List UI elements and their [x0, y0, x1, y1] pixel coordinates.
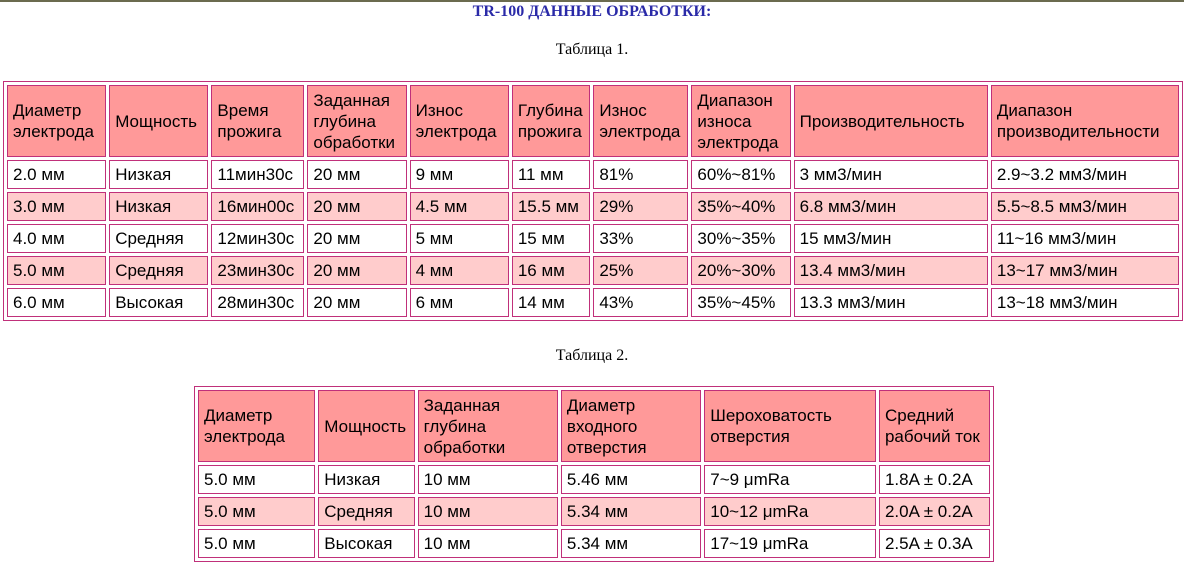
table2-row: [198, 465, 990, 494]
table1-row: [7, 288, 1179, 317]
table2: [194, 386, 994, 562]
table1-cell: 3.0 мм: [7, 192, 106, 221]
table1-cell: 6.0 мм: [7, 288, 106, 317]
table2-cell: 1.8A ± 0.2A: [879, 465, 990, 494]
table1-cell: 33%: [593, 224, 688, 253]
table1-cell: 11 мм: [512, 160, 591, 189]
table2-cell: 5.34 мм: [561, 529, 701, 558]
table1-header-cell: Мощность: [109, 85, 208, 157]
table1-cell: 16мин00с: [211, 192, 304, 221]
table2-cell: Высокая: [318, 529, 414, 558]
table2-cell: 10 мм: [418, 529, 558, 558]
table1-cell: 5 мм: [410, 224, 509, 253]
table1-header-cell: Диапазон производительности: [991, 85, 1179, 157]
table1-row: [7, 224, 1179, 253]
table1-cell: 20 мм: [307, 160, 406, 189]
table1-cell: Низкая: [109, 160, 208, 189]
table1-cell: 13~17 мм3/мин: [991, 256, 1179, 285]
table1-header-cell: Диапазон износа электрода: [691, 85, 790, 157]
table2-cell: 10 мм: [418, 465, 558, 494]
table1-cell: Средняя: [109, 256, 208, 285]
table1-row: [7, 192, 1179, 221]
table2-header-cell: Шероховатость отверстия: [704, 390, 876, 462]
table1-cell: 20 мм: [307, 224, 406, 253]
table2-cell: Средняя: [318, 497, 414, 526]
table2-cell: 2.5A ± 0.3A: [879, 529, 990, 558]
table1-cell: 20 мм: [307, 288, 406, 317]
table1-cell: 13.4 мм3/мин: [794, 256, 988, 285]
table1-cell: 5.5~8.5 мм3/мин: [991, 192, 1179, 221]
table2-header-cell: Мощность: [318, 390, 414, 462]
table1-cell: Средняя: [109, 224, 208, 253]
table1-cell: 25%: [593, 256, 688, 285]
table2-cell: 10 мм: [418, 497, 558, 526]
table1-header-cell: Износ электрода: [410, 85, 509, 157]
table1-cell: 4.0 мм: [7, 224, 106, 253]
table1-cell: 20 мм: [307, 256, 406, 285]
table2-caption: Таблица 2.: [555, 347, 629, 364]
table1-header-cell: Заданная глубина обработки: [307, 85, 406, 157]
table1-cell: 30%~35%: [691, 224, 790, 253]
table1-cell: 11мин30с: [211, 160, 304, 189]
table1-header-cell: Глубина прожига: [512, 85, 591, 157]
table1-cell: 11~16 мм3/мин: [991, 224, 1179, 253]
table2-cell: 2.0A ± 0.2A: [879, 497, 990, 526]
table2-cell: 5.0 мм: [198, 497, 315, 526]
table1-cell: 5.0 мм: [7, 256, 106, 285]
table1-cell: 35%~45%: [691, 288, 790, 317]
table2-cell: Низкая: [318, 465, 414, 494]
table1-cell: 23мин30с: [211, 256, 304, 285]
table1-cell: 20%~30%: [691, 256, 790, 285]
table1-cell: 14 мм: [512, 288, 591, 317]
table1-cell: 43%: [593, 288, 688, 317]
table2-header-cell: Средний рабочий ток: [879, 390, 990, 462]
table1-cell: 4 мм: [410, 256, 509, 285]
table2-cell: 5.46 мм: [561, 465, 701, 494]
table1-cell: 2.9~3.2 мм3/мин: [991, 160, 1179, 189]
table2-header-cell: Диаметр входного отверстия: [561, 390, 701, 462]
table1-header-cell: Производительность: [794, 85, 988, 157]
table1-cell: Высокая: [109, 288, 208, 317]
page-title: TR-100 ДАННЫЕ ОБРАБОТКИ:: [472, 3, 712, 20]
table1-cell: 6 мм: [410, 288, 509, 317]
table1-cell: 13~18 мм3/мин: [991, 288, 1179, 317]
table1-cell: 20 мм: [307, 192, 406, 221]
table1-cell: 29%: [593, 192, 688, 221]
top-rule: [0, 0, 1184, 2]
table1-cell: 4.5 мм: [410, 192, 509, 221]
table1-header-cell: Время прожига: [211, 85, 304, 157]
table2-row: [198, 529, 990, 558]
table1-cell: 15 мм: [512, 224, 591, 253]
table1-cell: 3 мм3/мин: [794, 160, 988, 189]
table1-header-cell: Диаметр электрода: [7, 85, 106, 157]
table1-cell: 6.8 мм3/мин: [794, 192, 988, 221]
table1-caption: Таблица 1.: [555, 41, 629, 58]
table1-cell: 28мин30с: [211, 288, 304, 317]
table1-cell: Низкая: [109, 192, 208, 221]
table2-cell: 7~9 μmRa: [704, 465, 876, 494]
table1-cell: 35%~40%: [691, 192, 790, 221]
table1-row: [7, 160, 1179, 189]
table1-cell: 2.0 мм: [7, 160, 106, 189]
table2-cell: 10~12 μmRa: [704, 497, 876, 526]
table1-cell: 81%: [593, 160, 688, 189]
table2-header-cell: Заданная глубина обработки: [418, 390, 558, 462]
table1-cell: 13.3 мм3/мин: [794, 288, 988, 317]
table1-cell: 12мин30с: [211, 224, 304, 253]
table1-cell: 60%~81%: [691, 160, 790, 189]
table1-cell: 15.5 мм: [512, 192, 591, 221]
table1-header-cell: Износ электрода: [593, 85, 688, 157]
table1-cell: 16 мм: [512, 256, 591, 285]
table1-row: [7, 256, 1179, 285]
table1: [3, 81, 1183, 321]
table1-cell: 15 мм3/мин: [794, 224, 988, 253]
table2-cell: 5.0 мм: [198, 465, 315, 494]
table2-cell: 5.0 мм: [198, 529, 315, 558]
table2-header-cell: Диаметр электрода: [198, 390, 315, 462]
table2-cell: 17~19 μmRa: [704, 529, 876, 558]
table2-cell: 5.34 мм: [561, 497, 701, 526]
table1-cell: 9 мм: [410, 160, 509, 189]
table2-row: [198, 497, 990, 526]
